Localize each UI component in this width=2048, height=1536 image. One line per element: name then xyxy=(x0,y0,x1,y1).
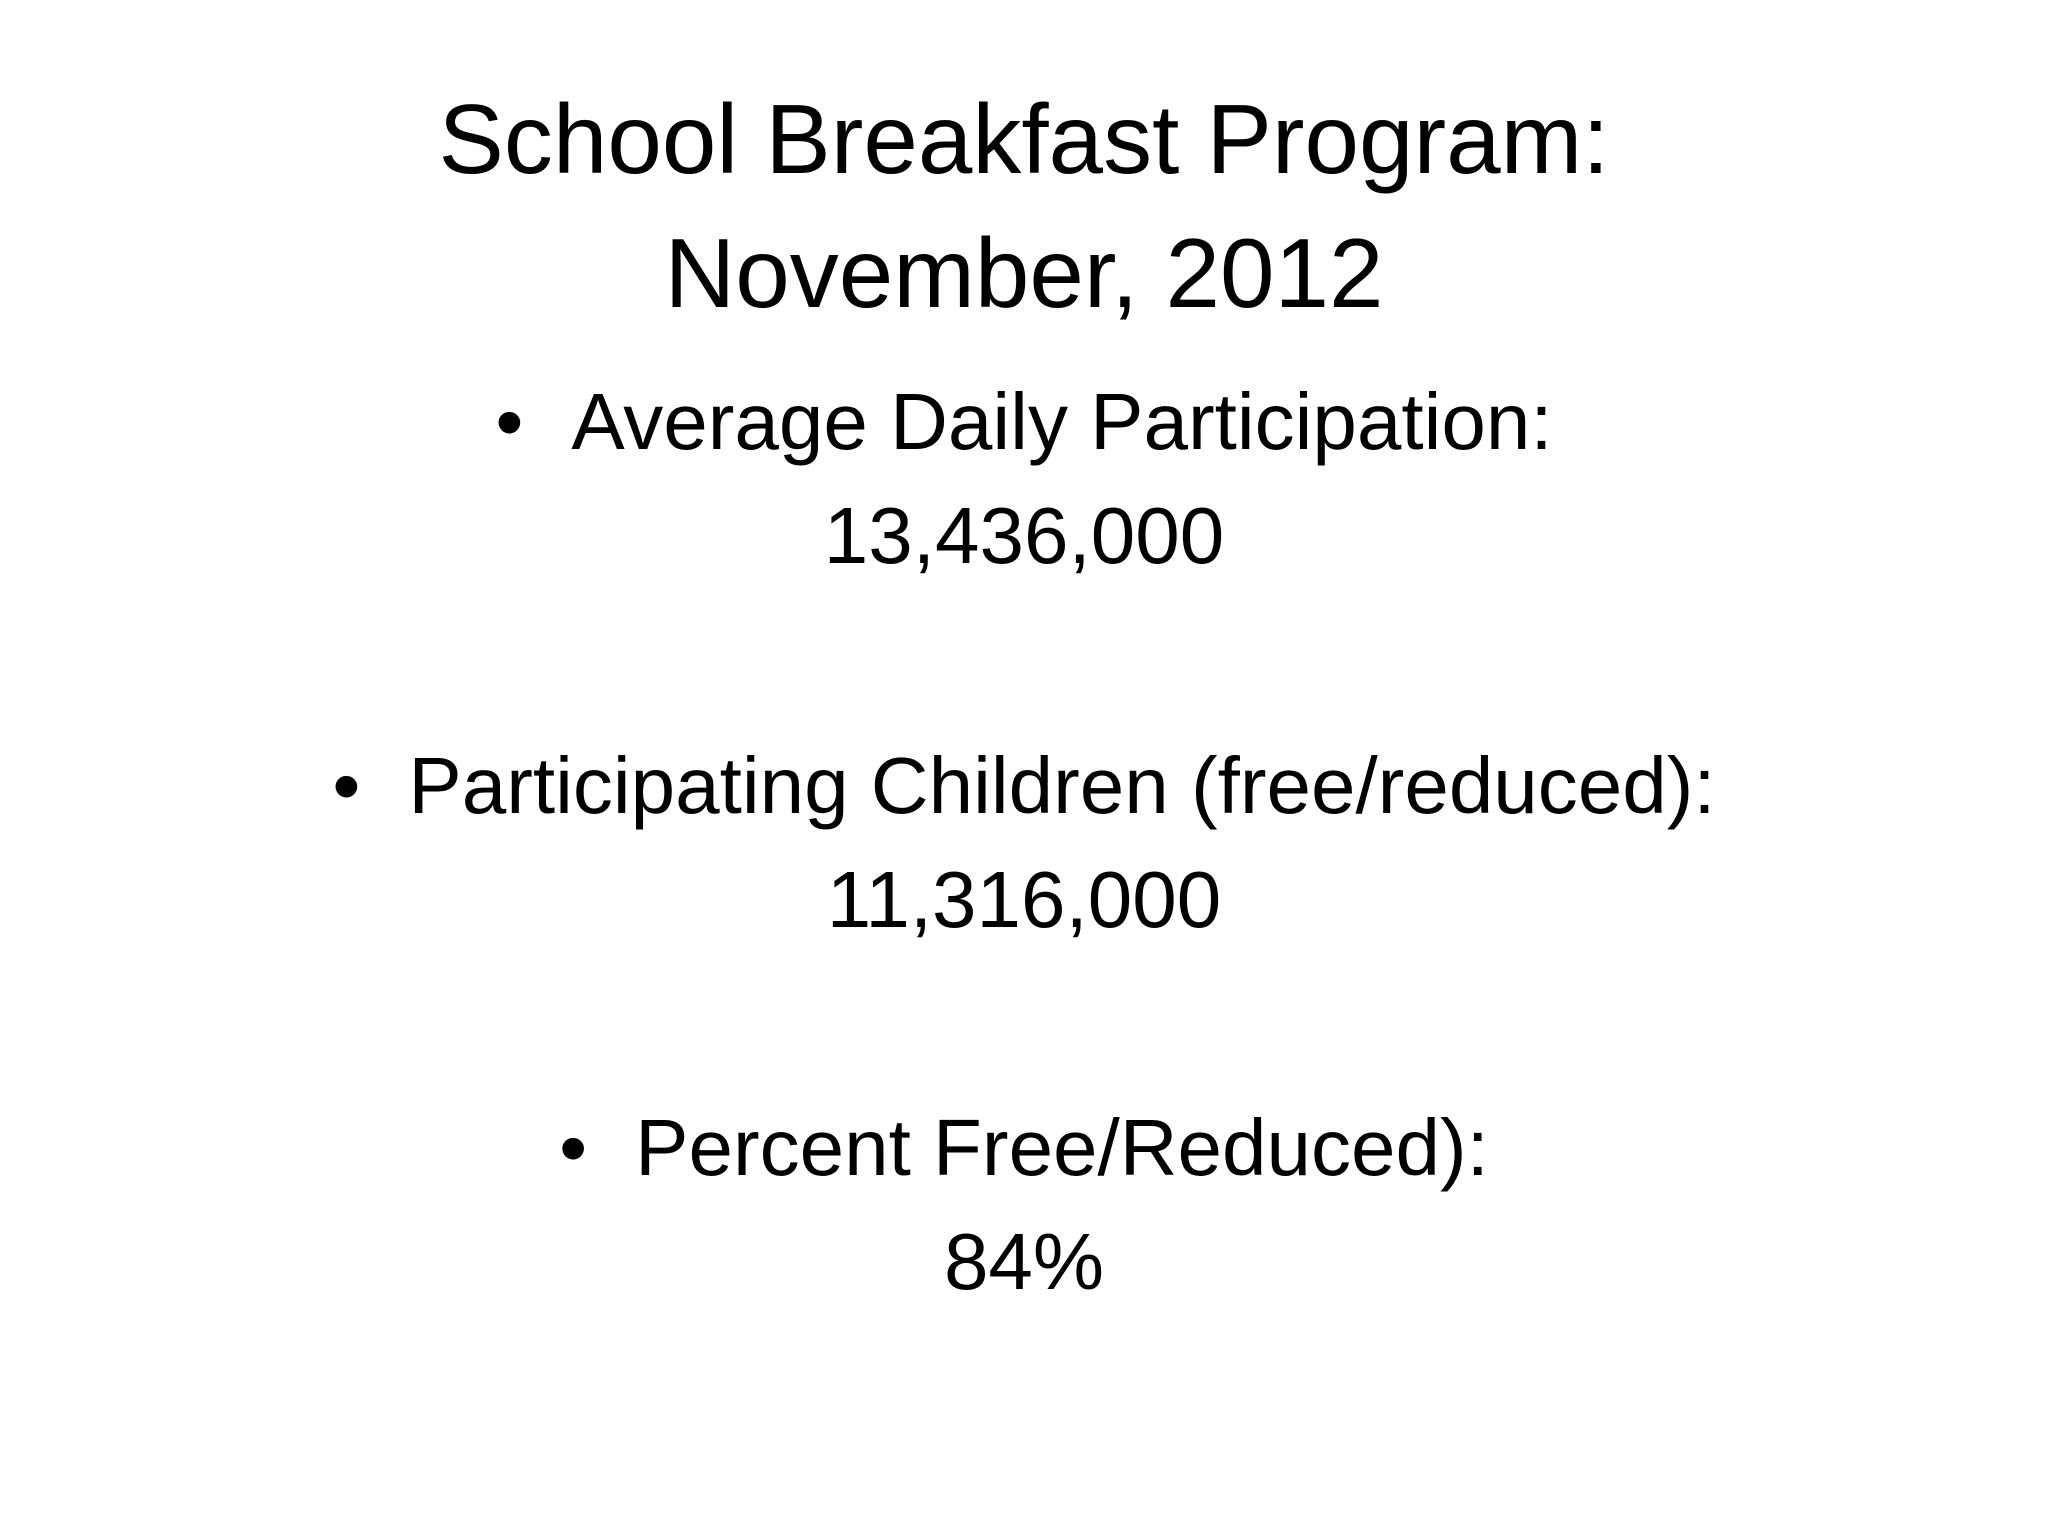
stat-label-row xyxy=(0,372,2048,472)
title-line-1: School Breakfast Program: xyxy=(438,84,1610,194)
stat-label: Average Daily Participation: xyxy=(571,377,1553,466)
stat-label-row xyxy=(0,736,2048,836)
stat-label-row xyxy=(0,1098,2048,1198)
slide-title xyxy=(0,72,2048,340)
stat-value: 11,316,000 xyxy=(826,855,1222,944)
bullet-icon: • xyxy=(495,377,524,466)
stat-label: Percent Free/Reduced): xyxy=(635,1103,1489,1192)
stat-value: 84% xyxy=(943,1217,1105,1306)
stat-participating-children xyxy=(0,736,2048,950)
stat-value: 13,436,000 xyxy=(823,491,1225,580)
title-line-2: November, 2012 xyxy=(664,218,1384,328)
bullet-icon: • xyxy=(559,1103,588,1192)
stat-average-daily-participation xyxy=(0,372,2048,586)
stat-label: Participating Children (free/reduced): xyxy=(408,741,1716,830)
stat-percent-free-reduced xyxy=(0,1098,2048,1312)
bullet-icon: • xyxy=(332,741,361,830)
